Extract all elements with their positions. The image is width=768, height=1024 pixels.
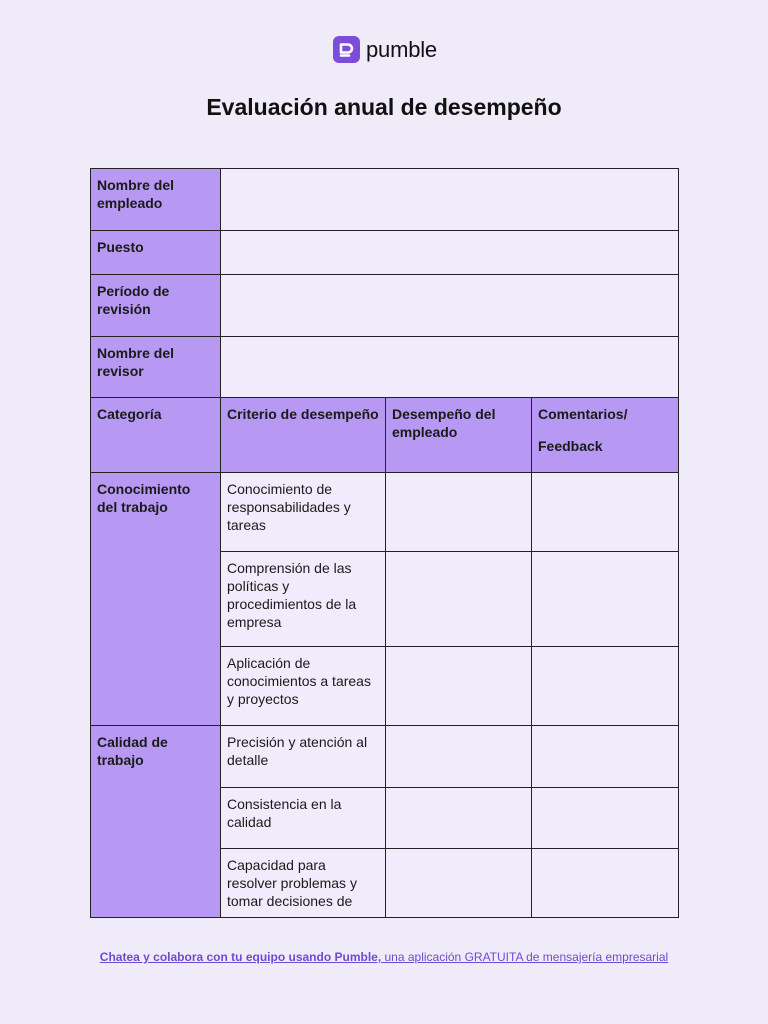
footer-promo (0, 950, 768, 964)
info-row-employee (91, 169, 679, 231)
header-feedback-label: Feedback (538, 438, 603, 454)
comments-cell[interactable] (532, 849, 679, 918)
pumble-logo[interactable] (333, 36, 437, 63)
position-field[interactable] (221, 231, 679, 275)
criterion-cell: Precisión y atención al detalle (221, 726, 386, 788)
reviewer-name-label: Nombre del revisor (91, 337, 221, 398)
header-comments-label: Comentarios/ (538, 406, 628, 422)
header-category: Categoría (91, 398, 221, 473)
criterion-cell: Conocimiento de responsabilidades y tareas (221, 473, 386, 552)
header-performance: Desempeño del empleado (386, 398, 532, 473)
performance-cell[interactable] (386, 552, 532, 647)
info-row-reviewer (91, 337, 679, 398)
employee-name-label: Nombre del empleado (91, 169, 221, 231)
pumble-logo-icon (333, 36, 360, 63)
performance-cell[interactable] (386, 849, 532, 918)
performance-cell[interactable] (386, 647, 532, 726)
category-job-knowledge: Conocimiento del trabajo (91, 473, 221, 726)
review-period-field[interactable] (221, 275, 679, 337)
header-criterion: Criterio de desempeño (221, 398, 386, 473)
footer-link[interactable] (100, 950, 668, 964)
comments-cell[interactable] (532, 473, 679, 552)
page-title: Evaluación anual de desempeño (206, 94, 562, 120)
info-row-position (91, 231, 679, 275)
comments-cell[interactable] (532, 647, 679, 726)
employee-name-field[interactable] (221, 169, 679, 231)
criterion-cell: Consistencia en la calidad (221, 788, 386, 849)
criteria-header-row (91, 398, 679, 473)
criterion-cell: Capacidad para resolver problemas y tomar decisiones de (221, 849, 386, 918)
category-work-quality: Calidad de trabajo (91, 726, 221, 918)
table-row (91, 473, 679, 552)
footer-link-rest: una aplicación GRATUITA de mensajería empresarial (381, 950, 669, 964)
performance-cell[interactable] (386, 726, 532, 788)
brand-name: pumble (366, 36, 437, 62)
footer-link-strong: Chatea y colabora con tu equipo usando Pumble, (99, 950, 382, 964)
criterion-cell: Comprensión de las políticas y procedimientos de la empresa (221, 552, 386, 647)
comments-cell[interactable] (532, 788, 679, 849)
position-label: Puesto (91, 231, 221, 275)
review-period-label: Período de revisión (91, 275, 221, 337)
performance-cell[interactable] (386, 473, 532, 552)
reviewer-name-field[interactable] (221, 337, 679, 398)
info-row-period (91, 275, 679, 337)
evaluation-form-table (90, 168, 679, 918)
header-comments (532, 398, 679, 473)
comments-cell[interactable] (532, 552, 679, 647)
criterion-cell: Aplicación de conocimientos a tareas y proyectos (221, 647, 386, 726)
comments-cell[interactable] (532, 726, 679, 788)
table-row (91, 726, 679, 788)
performance-cell[interactable] (386, 788, 532, 849)
